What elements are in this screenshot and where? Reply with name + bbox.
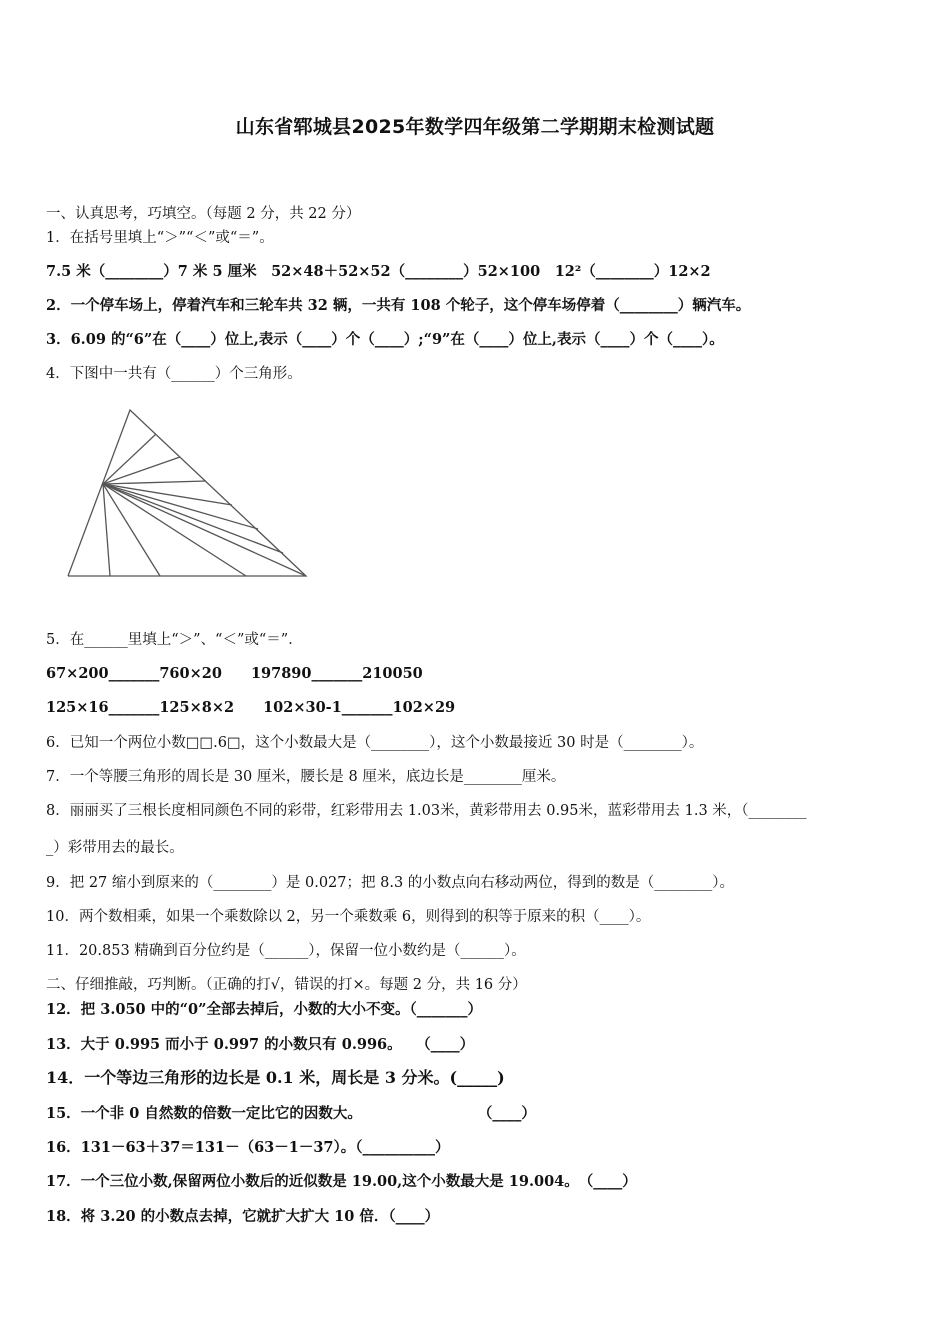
ray <box>103 484 306 576</box>
question-4: 4．下图中一共有（______）个三角形。 <box>46 366 302 382</box>
question-5-row-1: 67×200_______760×20 197890_______210050 <box>46 665 423 682</box>
question-12: 12．把 3.050 中的“0”全部去掉后，小数的大小不变。（_______） <box>46 1001 482 1018</box>
question-1-items: 7.5 米（________）7 米 5 厘米 52×48＋52×52（________）52×100 12²（________）12×2 <box>46 263 711 280</box>
question-11: 11．20.853 精确到百分位约是（______），保留一位小数约是（______）。 <box>46 943 526 959</box>
question-15: 15．一个非 0 自然数的倍数一定比它的因数大。 （____） <box>46 1105 536 1122</box>
question-3: 3．6.09 的“6”在（____）位上,表示（____）个（____）;“9”在（____）位上,表示（____）个（____）。 <box>46 331 724 348</box>
question-5-row-2: 125×16_______125×8×2 102×30-1_______102×29 <box>46 699 456 716</box>
question-14: 14．一个等边三角形的边长是 0.1 米，周长是 3 分米。(_____) <box>46 1068 505 1087</box>
ray <box>103 457 180 484</box>
question-7: 7．一个等腰三角形的周长是 30 厘米，腰长是 8 厘米，底边长是________厘米。 <box>46 769 566 785</box>
question-5: 5．在______里填上“＞”、“＜”或“＝”． <box>46 632 303 648</box>
question-17: 17．一个三位小数,保留两位小数后的近似数是 19.00,这个小数最大是 19.004。 （____） <box>46 1173 637 1190</box>
question-18: 18．将 3.20 的小数点去掉，它就扩大扩大 10 倍．（____） <box>46 1208 440 1225</box>
question-13: 13．大于 0.995 而小于 0.997 的小数只有 0.996。 （____） <box>46 1036 475 1053</box>
section-1-heading: 一、认真思考，巧填空。（每题 2 分，共 22 分） <box>46 206 361 222</box>
question-16: 16．131－63＋37＝131－（63－1－37）。（__________） <box>46 1139 450 1156</box>
question-10: 10．两个数相乘，如果一个乘数除以 2，另一个乘数乘 6，则得到的积等于原来的积（____）。 <box>46 909 651 925</box>
ray <box>103 484 110 576</box>
section-2-heading: 二、仔细推敲，巧判断。（正确的打√，错误的打×。每题 2 分，共 16 分） <box>46 977 527 993</box>
question-6: 6．已知一个两位小数□□.6□，这个小数最大是（________），这个小数最接近 30 时是（________）。 <box>46 735 704 751</box>
question-8-line-2: _）彩带用去的最长。 <box>46 840 184 856</box>
question-2: 2．一个停车场上，停着汽车和三轮车共 32 辆，一共有 108 个轮子，这个停车场停着（________）辆汽车。 <box>46 297 751 314</box>
question-1: 1．在括号里填上“＞”“＜”或“＝”。 <box>46 230 274 246</box>
triangle-figure <box>60 400 320 585</box>
ray <box>103 434 156 484</box>
question-9: 9．把 27 缩小到原来的（________）是 0.027；把 8.3 的小数点向右移动两位，得到的数是（________）。 <box>46 875 735 891</box>
question-8-line-1: 8．丽丽买了三根长度相同颜色不同的彩带，红彩带用去 1.03米，黄彩带用去 0.95米，蓝彩带用去 1.3 米，（________ <box>46 803 807 819</box>
page-title: 山东省郓城县2025年数学四年级第二学期期末检测试题 <box>235 116 715 138</box>
ray <box>103 481 206 484</box>
